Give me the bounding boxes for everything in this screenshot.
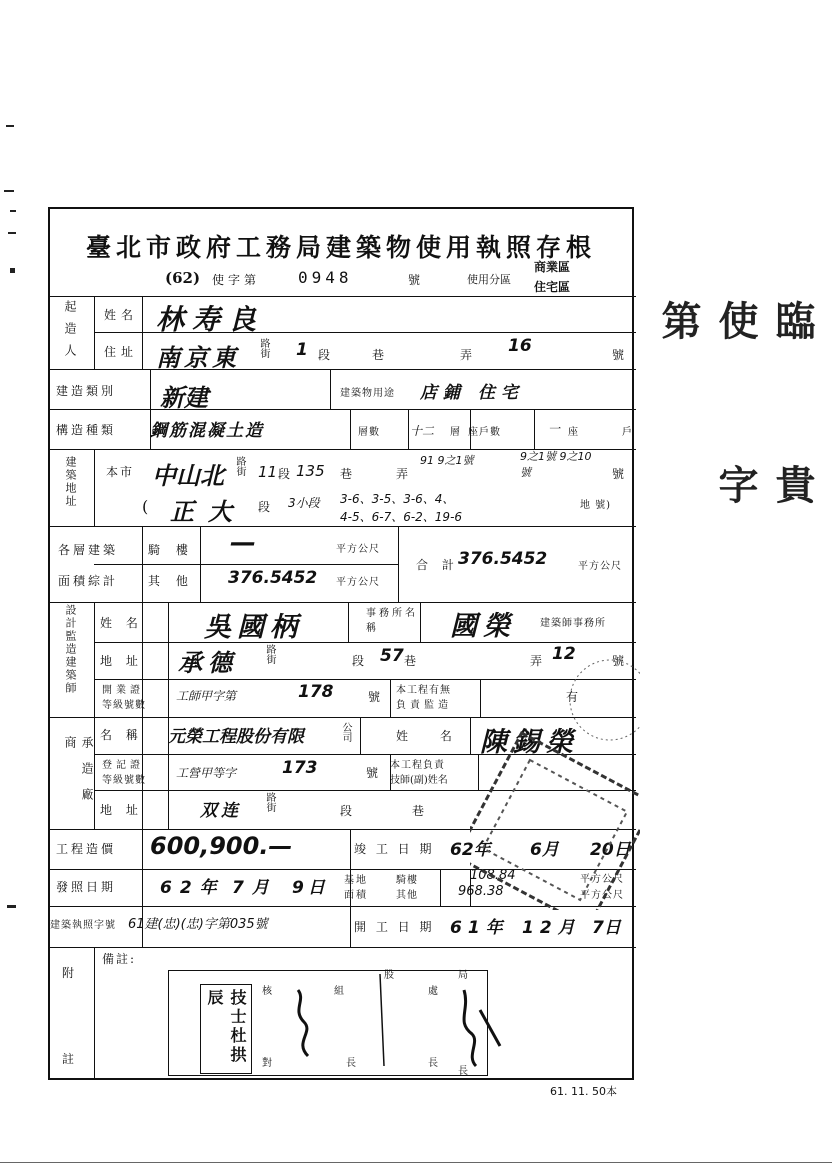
location-section-num: 11: [258, 463, 278, 481]
location-section-label: 建築地址: [64, 456, 77, 508]
total-value: 376.5452: [458, 549, 548, 569]
contractor-engineer-label-1: 本工程負責: [390, 760, 445, 771]
arcade-value: —: [230, 528, 256, 558]
scan-mark: [8, 232, 16, 234]
site-label-2: 面積: [344, 890, 368, 901]
applicant-road-label: 路街: [258, 338, 269, 358]
stamp-check: 核: [262, 986, 273, 997]
designer-hao: 號: [612, 654, 630, 668]
location-lot-numbers: 3-6、3-5、3-6、4、: [340, 492, 455, 506]
contractor-reg-num: 173: [282, 758, 318, 778]
units-hu: 戶: [622, 427, 633, 438]
building-use-label: 建築物用途: [340, 388, 395, 399]
structure-label: 構造種類: [56, 423, 117, 437]
designer-reg-label-1: 開業證: [102, 685, 144, 696]
contractor-reg-hao: 號: [366, 766, 384, 780]
location-lot-small: 3小段: [288, 496, 320, 510]
designer-office-suffix: 建築師事務所: [540, 618, 606, 629]
units-label: 座戶數: [468, 427, 501, 438]
designer-supervisor-value: 有: [566, 690, 584, 704]
remarks-label-2: 註: [62, 1052, 80, 1066]
floors-label: 層數: [358, 427, 380, 438]
building-type-label: 建造類別: [56, 384, 117, 398]
arcade-label: 騎 樓: [148, 543, 194, 557]
designer-address-label: 地 址: [100, 654, 143, 668]
zone-commercial: 商業區: [534, 260, 571, 274]
contractor-reg-grade: 工營甲等字: [176, 766, 237, 780]
arcade-unit: 平方公尺: [336, 544, 380, 555]
floors-ceng: 層: [450, 427, 461, 438]
remarks-label-1: 附: [62, 966, 80, 980]
start-month: 12月: [522, 918, 581, 938]
location-nong-num: 91 9之1號: [420, 454, 474, 467]
contractor-reg-label-2: 等級號數: [102, 775, 146, 786]
building-use-value: 店鋪 住宅: [420, 383, 524, 403]
issue-day: 9日: [292, 878, 329, 898]
stamp-dui: 對: [262, 1058, 273, 1069]
cost-label: 工程造價: [56, 842, 117, 856]
other-value: 376.5452: [228, 568, 318, 588]
scan-mark: [4, 190, 14, 192]
location-hao: 號: [612, 467, 630, 481]
building-permit-label: 建築執照字號: [50, 920, 116, 931]
location-lot-paren: (: [142, 497, 154, 516]
applicant-duan: 段: [318, 348, 336, 362]
contractor-name-label: 名 稱: [100, 728, 143, 742]
start-day: 7日: [592, 918, 621, 938]
applicant-nong: 弄: [460, 348, 478, 362]
completion-day: 20日: [590, 840, 631, 860]
stamp-ju-zhang: 長: [458, 1066, 469, 1077]
stamp-ju: 局: [458, 970, 469, 981]
site-arcade-value: 108.84: [470, 868, 516, 883]
contractor-person-value: 陳錫榮: [480, 727, 579, 758]
print-run-note: 61. 11. 50本: [550, 1085, 617, 1098]
contractor-address-label: 地 址: [100, 803, 143, 817]
scan-mark: [0, 1162, 832, 1163]
contractor-name-value: 元榮工程股份有限: [168, 727, 304, 747]
permit-number: 0948: [298, 268, 353, 287]
location-city: 本市: [106, 465, 135, 479]
designer-nong: 弄: [530, 654, 548, 668]
contractor-reg-label-1: 登記證: [102, 760, 144, 771]
site-other-value: 968.38: [458, 884, 504, 899]
floors-value: 十二: [410, 424, 435, 438]
start-label: 開 工 日 期: [354, 920, 435, 934]
contractor-person-label: 姓 名: [396, 729, 466, 743]
applicant-address-value: 南京東: [156, 344, 240, 372]
stamp-gu: 股: [384, 970, 395, 981]
site-label-1: 基地: [344, 875, 368, 886]
permit-word: 使字第: [212, 273, 261, 287]
margin-characters: 臨 貴 使 字 第: [655, 300, 816, 559]
applicant-name-label: 姓名: [104, 308, 139, 322]
permit-year: (62): [165, 269, 201, 287]
contractor-name-suffix: 公司: [340, 722, 351, 742]
other-label: 其 他: [148, 574, 194, 588]
designer-road-label: 路街: [264, 644, 275, 664]
stamp-technician: 技士杜拱辰: [200, 984, 252, 1074]
scan-mark: [10, 210, 16, 212]
issue-year: 62年: [160, 878, 225, 898]
applicant-name-value: 林寿良: [156, 303, 265, 336]
contractor-duan: 段: [340, 804, 358, 818]
total-unit: 平方公尺: [578, 561, 622, 572]
zone-label: 使用分區: [467, 273, 511, 286]
designer-xiang-num: 57: [380, 646, 404, 666]
applicant-section-num: 1: [296, 340, 308, 360]
structure-value: 鋼筋混凝土造: [150, 421, 264, 441]
location-hao-num: 9之1號 9之10號: [520, 450, 592, 479]
location-lot-hao: 地 號): [580, 500, 612, 511]
completion-label: 竣 工 日 期: [354, 842, 435, 856]
contractor-xiang: 巷: [412, 804, 430, 818]
designer-section-label: 設計監造建築師: [64, 604, 77, 695]
location-district: 正大: [170, 498, 246, 526]
contractor-section-label: 承造廠商: [63, 736, 94, 814]
designer-office-value: 國榮: [450, 611, 516, 642]
signature-marks: [280, 970, 540, 1080]
designer-xiang: 巷: [404, 654, 422, 668]
permit-suffix: 號: [408, 273, 421, 287]
designer-address-value: 承德: [178, 649, 238, 677]
zone-residential: 住宅區: [534, 280, 571, 294]
location-lot-duan: 段: [258, 500, 276, 514]
designer-supervisor-label-1: 本工程有無: [396, 685, 451, 696]
contractor-engineer-label-2: 技師(副)姓名: [390, 775, 448, 786]
applicant-address-label: 住址: [104, 345, 139, 359]
stamp-zu: 組: [334, 986, 345, 997]
location-road-label: 路街: [234, 456, 245, 476]
completion-month: 6月: [530, 840, 559, 860]
start-year: 61年: [450, 918, 509, 938]
floor-area-label-1: 各層建築: [58, 543, 119, 557]
applicant-house-num: 16: [508, 336, 532, 356]
location-duan: 段: [278, 467, 296, 481]
completion-year: 62年: [450, 840, 491, 860]
location-road: 中山北: [152, 462, 224, 490]
remarks-remark-label: 備註:: [102, 952, 137, 966]
location-xiang: 巷: [340, 467, 358, 481]
stamp-zu-zhang: 長: [346, 1058, 357, 1069]
designer-reg-num: 178: [298, 682, 334, 702]
applicant-section-label: 起造人: [63, 300, 77, 366]
floor-area-label-2: 面積綜計: [58, 574, 119, 588]
site-arcade-label: 騎樓: [396, 875, 418, 886]
units-zuo: 座: [568, 427, 579, 438]
scan-mark: [7, 905, 16, 908]
designer-reg-label-2: 等級號數: [102, 700, 146, 711]
site-arcade-unit: 平方公尺: [580, 874, 624, 885]
stamp-chu: 處: [428, 986, 439, 997]
designer-duan: 段: [352, 654, 370, 668]
issue-label: 發照日期: [56, 880, 117, 894]
page-title: 臺北市政府工務局建築物使用執照存根: [85, 233, 596, 262]
other-unit: 平方公尺: [336, 577, 380, 588]
designer-reg-hao: 號: [368, 690, 386, 704]
building-permit-value: 61建(忠)(忠)字第035號: [128, 917, 268, 932]
scan-mark: [6, 125, 14, 127]
designer-supervisor-label-2: 負責監造: [396, 700, 452, 711]
cost-value: 600,900.—: [150, 832, 293, 860]
designer-name-label: 姓 名: [100, 616, 143, 630]
total-label: 合 計: [416, 558, 459, 572]
site-other-label: 其他: [396, 890, 418, 901]
contractor-address-value: 双连: [200, 801, 242, 821]
location-lot-numbers-2: 4-5、6-7、6-2、19-6: [340, 510, 463, 524]
units-value: 一: [548, 422, 561, 436]
stamp-chu-zhang: 長: [428, 1058, 439, 1069]
official-seal-smudge: [470, 640, 640, 910]
location-nong: 弄: [396, 467, 414, 481]
designer-name-value: 吳國柄: [204, 612, 303, 643]
location-xiang-num: 135: [296, 462, 325, 480]
designer-office-label: 事務所名稱: [366, 608, 418, 634]
site-other-unit: 平方公尺: [580, 890, 624, 901]
building-type-value: 新建: [160, 384, 208, 412]
applicant-xiang: 巷: [372, 348, 390, 362]
applicant-hao: 號: [612, 348, 630, 362]
contractor-road-label: 路街: [264, 792, 275, 812]
designer-nong-num: 12: [552, 644, 576, 664]
designer-reg-grade: 工師甲字第: [176, 689, 237, 703]
issue-month: 7月: [232, 878, 277, 898]
scan-mark: [10, 268, 15, 273]
